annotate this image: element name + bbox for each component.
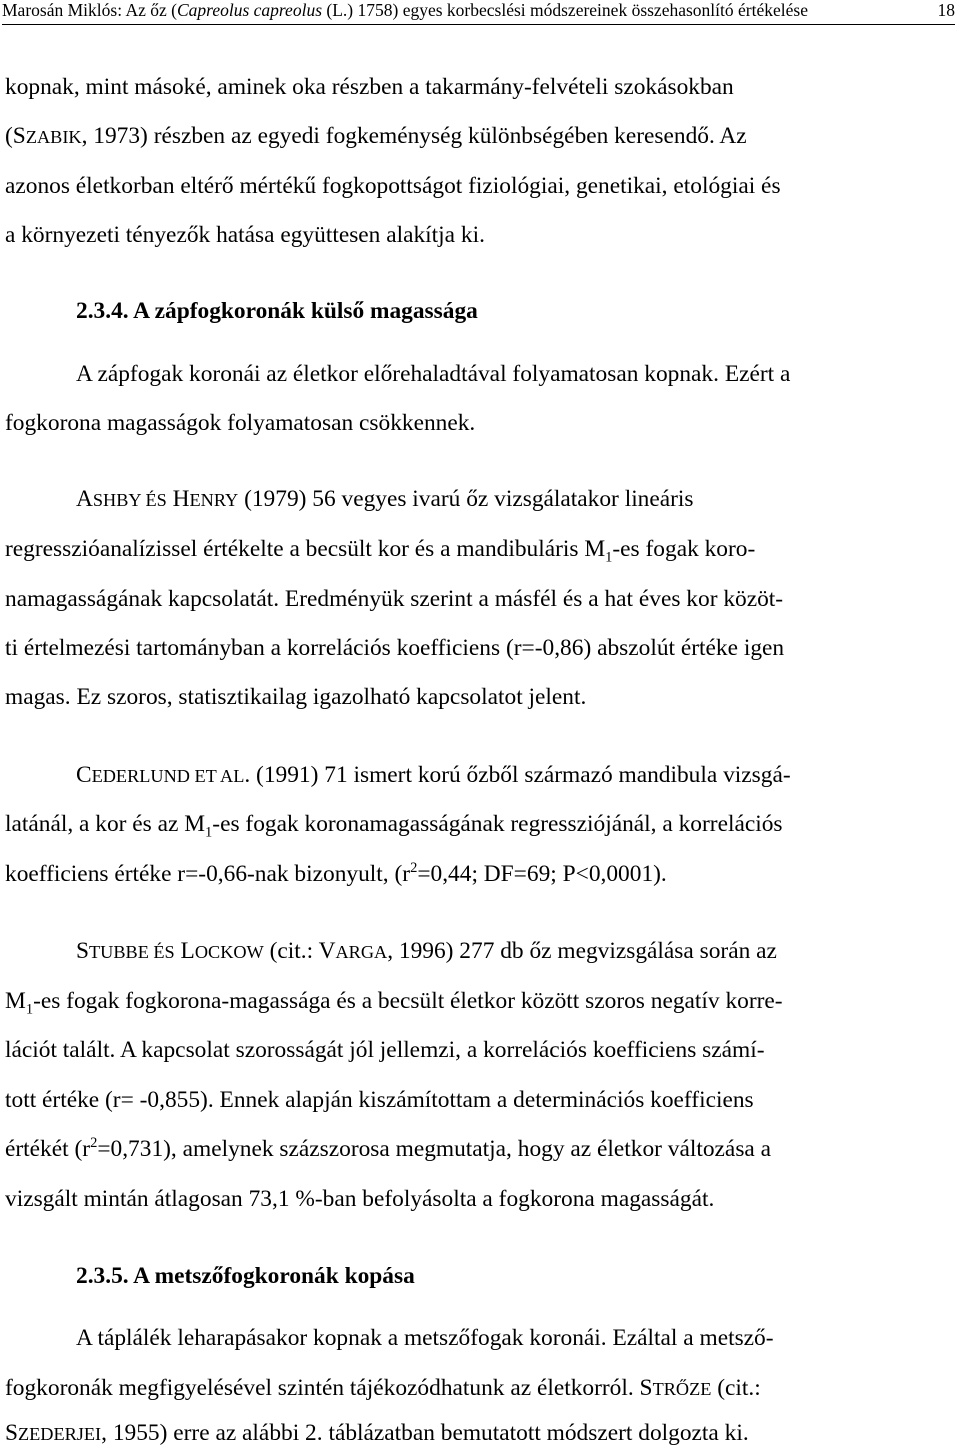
paragraph-line: $M_1-es$ fogak fogkorona-magassága és a becsült életkor között szoros negatív korre- [5, 988, 783, 1018]
paragraph-line: regresszióanalízissel értékelte a becsült kor és a mandibuláris $M_1-es$ fogak koro- [5, 536, 756, 566]
paragraph-line: A táplálék leharapásakor kopnak a metszőfogak koronái. Ezáltal a metsző- [76, 1325, 774, 1351]
paragraph-line: kopnak, mint másoké, aminek oka részben a takarmány-felvételi szokásokban [5, 74, 734, 100]
paragraph-line: STUBBE ÉS LOCKOW (cit.: VARGA, 1996) 277 db őz megvizsgálása során az [76, 938, 777, 964]
paragraph-line: latánál, a kor és az $M_1-es$ fogak koronamagasságának regressziójánál, a korrelációs [5, 811, 783, 841]
paragraph-line: tott értéke (r= -0,855). Ennek alapján kiszámítottam a determinációs koefficiens [5, 1087, 754, 1113]
paragraph-line: a környezeti tényezők hatása együttesen alakítja ki. [5, 222, 485, 248]
paragraph-line: fogkoronák megfigyelésével szintén tájékozódhatunk az életkorról. STRŐZE (cit.: [5, 1375, 761, 1401]
paragraph-line: koefficiens értéke r=-0,66-nak bizonyult, ($r^2=0,44$; DF=69; P<0,0001). [5, 860, 667, 887]
paragraph-line: SZEDERJEI, 1955) erre az alábbi 2. táblázatban bemutatott módszert dolgozta ki. [5, 1420, 749, 1446]
running-header [2, 0, 955, 25]
paragraph-line: magas. Ez szoros, statisztikailag igazolható kapcsolatot jelent. [5, 684, 587, 710]
section-heading: 2.3.4. A zápfogkoronák külső magassága [76, 298, 478, 324]
paragraph-line: namagasságának kapcsolatát. Eredményük szerint a másfél és a hat éves kor közöt- [5, 586, 784, 612]
paragraph-line: fogkorona magasságok folyamatosan csökkennek. [5, 410, 476, 436]
paragraph-line: értékét $(r^2=0,731)$, amelynek százszorosa megmutatja, hogy az életkor változása a [5, 1135, 772, 1162]
paragraph-line: vizsgált mintán átlagosan 73,1 %-ban befolyásolta a fogkorona magasságát. [5, 1186, 715, 1212]
paragraph-line: (SZABIK, 1973) részben az egyedi fogkeménység különbségében keresendő. Az [5, 123, 747, 149]
paragraph-line: azonos életkorban eltérő mértékű fogkopottságot fiziológiai, genetikai, etológiai és [5, 173, 781, 199]
paragraph-line: ASHBY ÉS HENRY (1979) 56 vegyes ivarú őz vizsgálatakor lineáris [76, 486, 694, 512]
paragraph-line: lációt talált. A kapcsolat szorosságát jól jellemzi, a korrelációs koefficiens számí- [5, 1037, 765, 1063]
page-number: 18 [937, 0, 955, 20]
paragraph-line: ti értelmezési tartományban a korrelációs koefficiens (r=-0,86) abszolút értéke igen [5, 635, 785, 661]
header-title: Marosán Miklós: Az őz (Capreolus capreolus (L.) 1758) egyes korbecslési módszereinek összehasonlító értékelése [2, 0, 808, 20]
paragraph-line: A zápfogak koronái az életkor előrehaladtával folyamatosan kopnak. Ezért a [76, 361, 791, 387]
paragraph-line: CEDERLUND ET AL. (1991) 71 ismert korú őzből származó mandibula vizsgá- [76, 762, 791, 788]
section-heading: 2.3.5. A metszőfogkoronák kopása [76, 1263, 415, 1289]
